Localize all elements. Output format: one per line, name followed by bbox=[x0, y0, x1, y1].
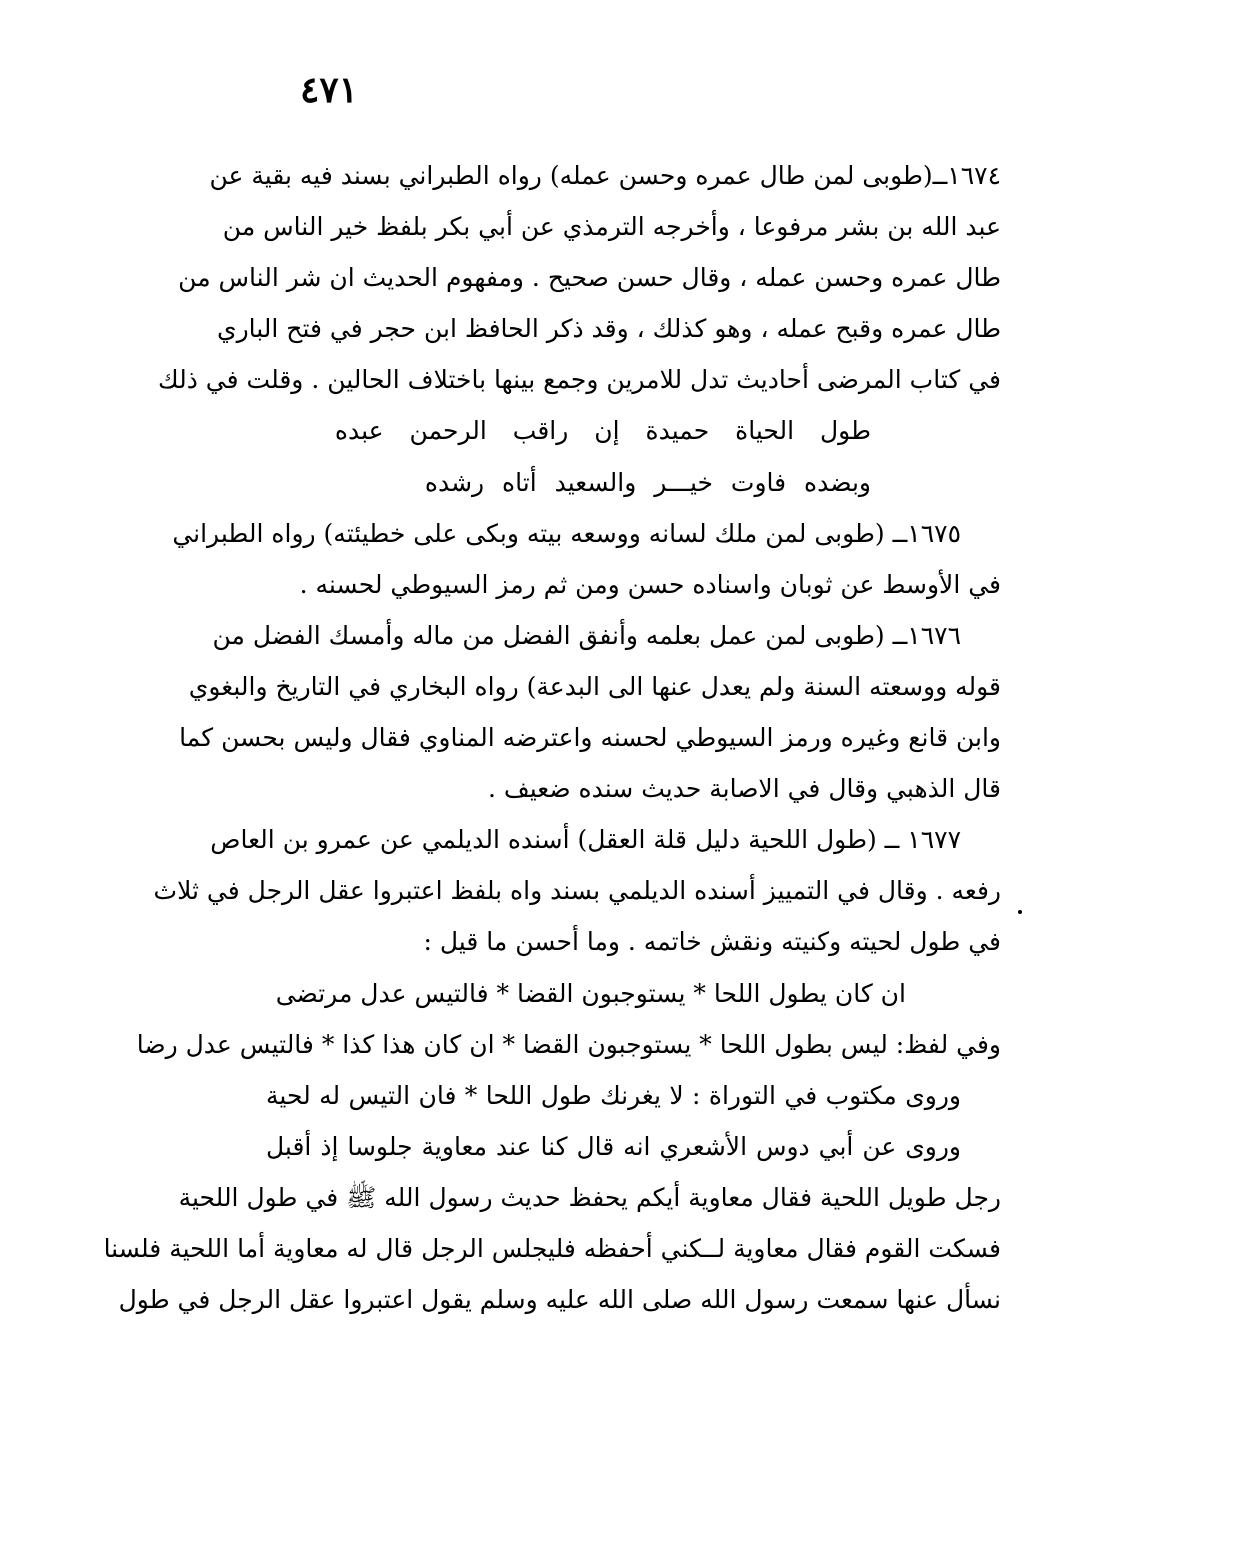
margin-dot bbox=[1018, 910, 1022, 914]
text-line: وروى عن أبي دوس الأشعري انه قال كنا عند معاوية جلوسا إذ أقبل bbox=[266, 1131, 961, 1161]
text-line: قال الذهبي وقال في الاصابة حديث سنده ضعيف . bbox=[487, 774, 1001, 804]
text-line: رجل طويل اللحية فقال معاوية أيكم يحفظ حديث رسول الله ﷺ في طول اللحية bbox=[178, 1182, 1001, 1212]
text-line: في الأوسط عن ثوبان واسناده حسن ومن ثم رمز السيوطي لحسنه . bbox=[299, 569, 1001, 599]
verse-line: طول الحياة حميدة إن راقب الرحمن عبده bbox=[334, 416, 871, 446]
text-line: وفي لفظ: ليس بطول اللحا * يستوجبون القضا * ان كان هذا كذا * فالتيس عدل رضا bbox=[136, 1029, 1001, 1059]
text-line: ١٦٧٥ــ (طوبى لمن ملك لسانه ووسعه بيته وبكى على خطيئته) رواه الطبراني bbox=[172, 518, 961, 548]
text-line: في كتاب المرضى أحاديث تدل للامرين وجمع بينها باختلاف الحالين . وقلت في ذلك bbox=[158, 365, 1001, 395]
text-line: وروى مكتوب في التوراة : لا يغرنك طول اللحا * فان التيس له لحية bbox=[266, 1080, 961, 1110]
text-line: قوله ووسعته السنة ولم يعدل عنها الى البدعة) رواه البخاري في التاريخ والبغوي bbox=[188, 671, 1001, 701]
body-text bbox=[103, 150, 1001, 1325]
text-line: طال عمره وقبح عمله ، وهو كذلك ، وقد ذكر الحافظ ابن حجر في فتح الباري bbox=[217, 314, 1001, 344]
text-line: رفعه . وقال في التمييز أسنده الديلمي بسند واه بلفظ اعتبروا عقل الرجل في ثلاث bbox=[153, 876, 1001, 906]
text-line: ١٦٧٧ ــ (طول اللحية دليل قلة العقل) أسنده الديلمي عن عمرو بن العاص bbox=[210, 825, 961, 855]
text-line: عبد الله بن بشر مرفوعا ، وأخرجه الترمذي عن أبي بكر بلفظ خير الناس من bbox=[222, 212, 1001, 242]
poem-line: ان كان يطول اللحا * يستوجبون القضا * فالتيس عدل مرتضى bbox=[275, 978, 906, 1008]
page-number: ٤٧١ bbox=[300, 69, 359, 111]
text-line: ١٦٧٦ــ (طوبى لمن عمل بعلمه وأنفق الفضل من ماله وأمسك الفضل من bbox=[212, 620, 961, 650]
text-line: وابن قانع وغيره ورمز السيوطي لحسنه واعترضه المناوي فقال وليس بحسن كما bbox=[179, 723, 1001, 753]
text-line: طال عمره وحسن عمله ، وقال حسن صحيح . ومفهوم الحديث ان شر الناس من bbox=[178, 263, 1001, 293]
text-line: نسأل عنها سمعت رسول الله صلى الله عليه وسلم يقول اعتبروا عقل الرجل في طول bbox=[118, 1285, 1001, 1315]
text-line: في طول لحيته وكنيته ونقش خاتمه . وما أحسن ما قيل : bbox=[423, 927, 1001, 957]
text-line: فسكت القوم فقال معاوية لــكني أحفظه فليجلس الرجل قال له معاوية أما اللحية فلسنا bbox=[103, 1233, 1001, 1263]
verse-line: وبضده فاوت خيـــر والسعيد أتاه رشده bbox=[424, 467, 871, 497]
text-line: ١٦٧٤ــ(طوبى لمن طال عمره وحسن عمله) رواه الطبراني بسند فيه بقية عن bbox=[209, 161, 1001, 190]
